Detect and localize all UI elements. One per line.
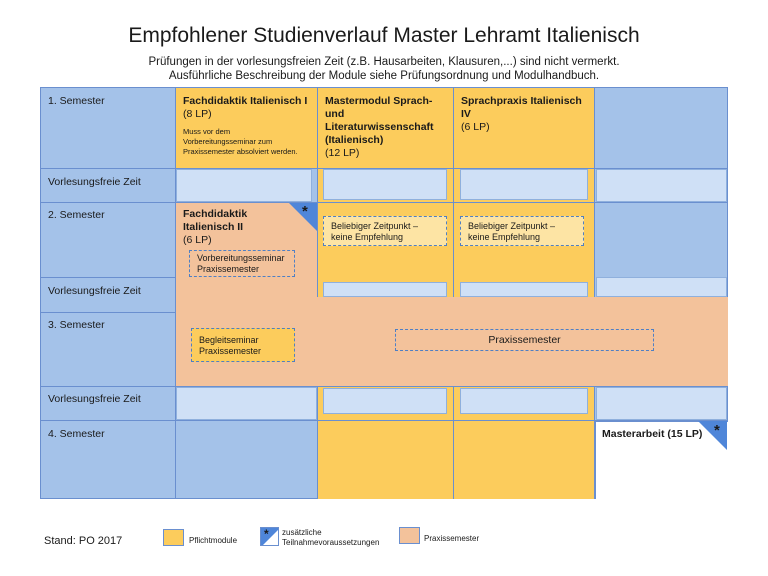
legend-zusatz-line-2: Teilnahmevoraussetzungen [282,538,380,547]
column-divider [317,88,318,297]
vfz3-cell-col1 [176,387,317,420]
row-divider [40,202,728,203]
page-title: Empfohlener Studienverlauf Master Lehramt Italienisch [128,24,640,47]
row-label-sem2: 2. Semester [48,209,105,221]
column-divider [453,387,454,499]
fachdidaktik-1-note-1: Muss vor dem [183,127,231,136]
row-divider [40,420,728,421]
legend-star-icon: * [264,527,269,541]
column-divider [175,88,176,499]
zeitpunkt-a-line-2: keine Empfehlung [331,232,404,242]
row-label-vfz1: Vorlesungsfreie Zeit [48,176,141,188]
vorbereitung-line-1: Vorbereitungsseminar [197,253,285,263]
legend-swatch-pflicht [163,529,184,546]
column-divider [594,88,595,297]
masterarbeit-title: Masterarbeit (15 LP) [602,428,703,440]
vfz2-cell-col4 [596,277,727,297]
fachdidaktik-1-text [183,95,315,157]
row-divider [40,386,728,387]
subtitle-line-1: Prüfungen in der vorlesungsfreien Zeit (z.B. Hausarbeiten, Klausuren,...) sind nicht vermerkt. [148,56,620,68]
praxissemester-box [395,329,654,351]
row-label-sem3: 3. Semester [48,319,105,331]
fachdidaktik-2-title-2: Italienisch II [183,221,244,233]
mastermodul-title-1: Mastermodul Sprach- und [325,95,433,120]
mastermodul-title-2: Literaturwissenschaft [325,121,434,133]
subtitle-line-2: Ausführliche Beschreibung der Module siehe Prüfungsordnung und Modulhandbuch. [168,70,600,82]
mastermodul-title-3: (Italienisch) [325,134,384,146]
praxissemester-label: Praxissemester [488,334,561,346]
masterarbeit-marker-icon [698,421,727,450]
vfz2-cell-col2 [323,282,447,297]
row-divider [40,277,176,278]
vfz3-cell-col4 [596,387,727,420]
row-divider [40,312,176,313]
fachdidaktik-2-lp: (6 LP) [183,234,212,246]
vfz3-cell-col2 [323,388,447,414]
stand-label: Stand: PO 2017 [44,535,123,547]
vfz1-cell-col2 [323,169,447,200]
vfz1-cell-col1 [176,169,312,202]
vorbereitung-line-2: Praxissemester [197,264,260,274]
column-divider [453,88,454,297]
zeitpunkt-b-line-2: keine Empfehlung [468,232,541,242]
legend-pflicht-label: Pflichtmodule [189,536,238,545]
begleit-line-1: Begleitseminar [199,335,259,345]
vfz2-cell-col3 [460,282,588,297]
row-label-sem1: 1. Semester [48,95,105,107]
sprachpraxis-text [461,95,591,134]
fachdidaktik-1-lp: (8 LP) [183,108,212,120]
row-label-vfz2: Vorlesungsfreie Zeit [48,285,141,297]
prerequisite-star: * [302,203,308,220]
masterarbeit-star: * [714,422,720,439]
zeitpunkt-a-line-1: Beliebiger Zeitpunkt – [331,221,419,231]
sprachpraxis-title: Sprachpraxis Italienisch IV [461,95,582,120]
vfz3-cell-col3 [460,388,588,414]
fachdidaktik-2-title-1: Fachdidaktik [183,208,248,220]
legend-praxis-label: Praxissemester [424,534,480,543]
zeitpunkt-box-mastermodul [323,216,447,246]
column-divider [317,387,318,499]
legend-zusatz-line-1: zusätzliche [282,528,322,537]
zeitpunkt-box-sprachpraxis [460,216,584,246]
column-divider [594,387,595,499]
mastermodul-text [325,95,451,160]
vorbereitungsseminar-box [189,250,295,277]
vfz1-cell-col3 [460,169,588,200]
mastermodul-lp: (12 LP) [325,147,360,159]
fachdidaktik-1-note-2: Vorbereitungsseminar zum [183,137,273,146]
zeitpunkt-b-line-1: Beliebiger Zeitpunkt – [468,221,556,231]
row-label-vfz3: Vorlesungsfreie Zeit [48,393,141,405]
vfz1-cell-col4 [596,169,727,202]
legend-swatch-praxis [399,527,420,544]
fachdidaktik-1-title: Fachdidaktik Italienisch I [183,95,308,107]
begleit-line-2: Praxissemester [199,346,262,356]
fachdidaktik-2-text [183,208,293,247]
legend-swatch-zusatz [260,527,279,546]
row-divider [40,168,728,169]
begleitseminar-box [191,328,295,362]
sprachpraxis-lp: (6 LP) [461,121,490,133]
row-label-sem4: 4. Semester [48,428,105,440]
fachdidaktik-1-note-3: Praxissemester absolviert werden. [183,147,298,156]
